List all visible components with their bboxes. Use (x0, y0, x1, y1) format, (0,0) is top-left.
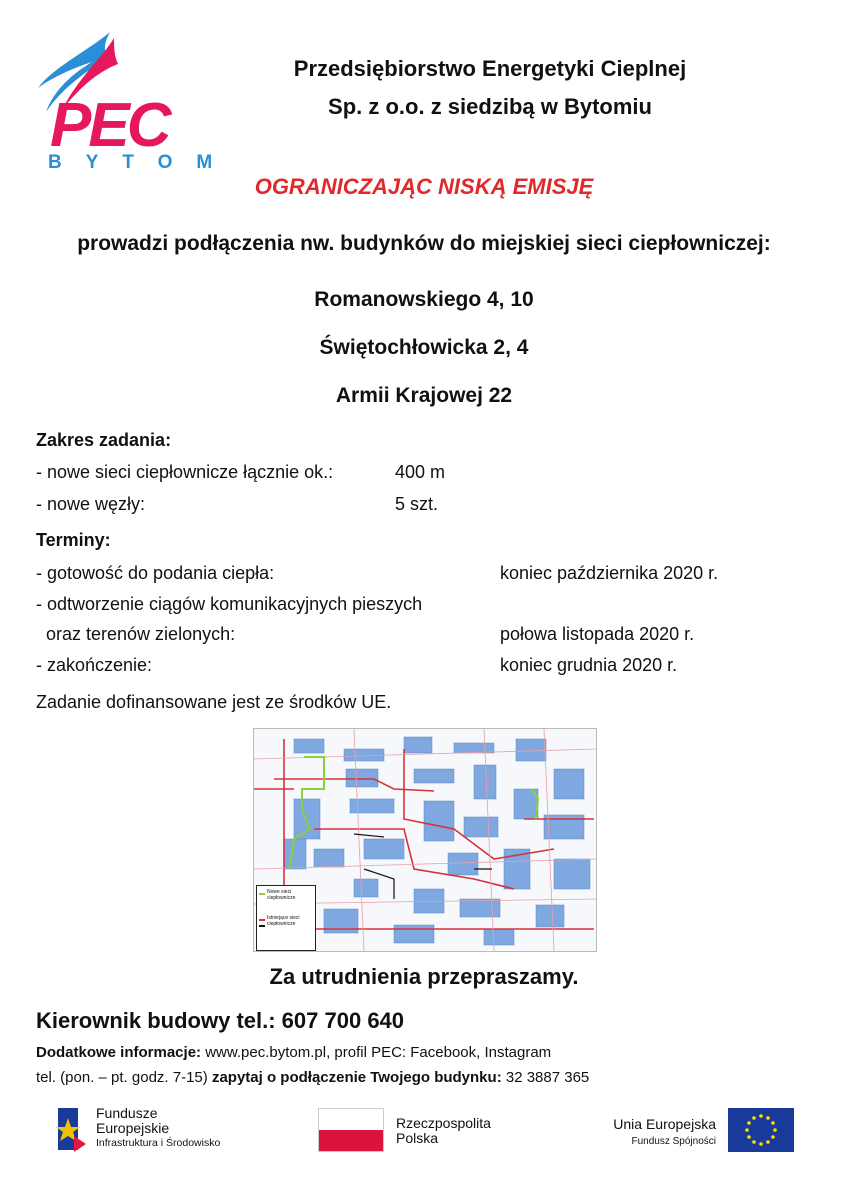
address-3: Armii Krajowej 22 (335, 384, 513, 407)
ue-line2: Fundusz Spójności (631, 1136, 716, 1147)
term-item-value: koniec grudnia 2020 r. (500, 655, 678, 675)
ue-line1: Unia Europejska (613, 1116, 716, 1132)
term-item-value: połowa listopada 2020 r. (500, 624, 695, 644)
info-links: www.pec.bytom.pl, profil PEC: Facebook, Instagram (201, 1044, 552, 1061)
logo-main-text: PEC (50, 91, 169, 160)
network-map (253, 728, 597, 952)
eu-stars-icon (728, 1108, 794, 1152)
scope-item-value: 400 m (395, 462, 446, 482)
scope-item-label: - nowe sieci ciepłownicze łącznie ok.: (36, 462, 334, 482)
address-1: Romanowskiego 4, 10 (314, 288, 534, 311)
logo-sub-text: BYTOM (48, 152, 237, 173)
legend-new-networks: Nowe sieci ciepłownicze (267, 889, 296, 901)
poland-flag-icon (318, 1108, 384, 1152)
info-label: Dodatkowe informacje: (36, 1044, 202, 1061)
site-manager-phone: Kierownik budowy tel.: 607 700 640 (36, 1008, 405, 1033)
unia-europejska-logo (596, 1108, 796, 1154)
ue-text (600, 1116, 716, 1150)
term-item-label: - zakończenie: (36, 655, 153, 675)
company-name-line2: Sp. z o.o. z siedzibą w Bytomiu (328, 94, 652, 119)
rzeczpospolita-polska-logo (318, 1108, 518, 1154)
info-line-2 (36, 1069, 589, 1086)
map-legend (256, 885, 316, 951)
terms-title: Terminy: (36, 530, 111, 550)
apology-text: Za utrudnienia przepraszamy. (269, 964, 579, 989)
pl-line1: Rzeczpospolita (396, 1115, 491, 1131)
term-item-label: - odtworzenie ciągów komunikacyjnych pieszych (36, 594, 423, 614)
fe-line1: Fundusze (96, 1105, 158, 1121)
scope-title: Zakres zadania: (36, 430, 172, 450)
eu-flag-icon (728, 1108, 794, 1152)
legend-swatches (257, 886, 267, 950)
info-connect-prompt: zapytaj o podłączenie Twojego budynku: (211, 1069, 502, 1086)
pl-line2: Polska (396, 1130, 439, 1146)
scope-item-value: 5 szt. (395, 494, 439, 514)
term-item-label: - gotowość do podania ciepła: (36, 563, 275, 583)
lead-text: prowadzi podłączenia nw. budynków do miejskiej sieci ciepłowniczej: (77, 232, 771, 255)
funding-note: Zadanie dofinansowane jest ze środków UE. (36, 692, 392, 712)
fe-line2: Europejskie (96, 1120, 170, 1136)
info-phone: 32 3887 365 (501, 1069, 590, 1086)
term-item-label: oraz terenów zielonych: (36, 624, 236, 644)
slogan: OGRANICZAJĄC NISKĄ EMISJĘ (254, 174, 594, 199)
fe-line3: Infrastruktura i Środowisko (96, 1137, 221, 1149)
info-line-1 (36, 1044, 551, 1061)
scope-item-label: - nowe węzły: (36, 494, 146, 514)
address-2: Świętochłowicka 2, 4 (319, 336, 529, 359)
term-item-value: koniec października 2020 r. (500, 563, 719, 583)
company-name-line1: Przedsiębiorstwo Energetyki Cieplnej (293, 56, 687, 81)
fe-text (96, 1106, 220, 1151)
pec-bytom-logo (32, 28, 237, 178)
fe-star-icon (54, 1100, 90, 1156)
legend-existing-networks: Istniejące sieci ciepłownicze (267, 915, 300, 927)
info-hours: tel. (pon. – pt. godz. 7-15) (36, 1069, 212, 1086)
fundusze-europejskie-logo (54, 1100, 264, 1156)
pl-text (396, 1116, 491, 1146)
